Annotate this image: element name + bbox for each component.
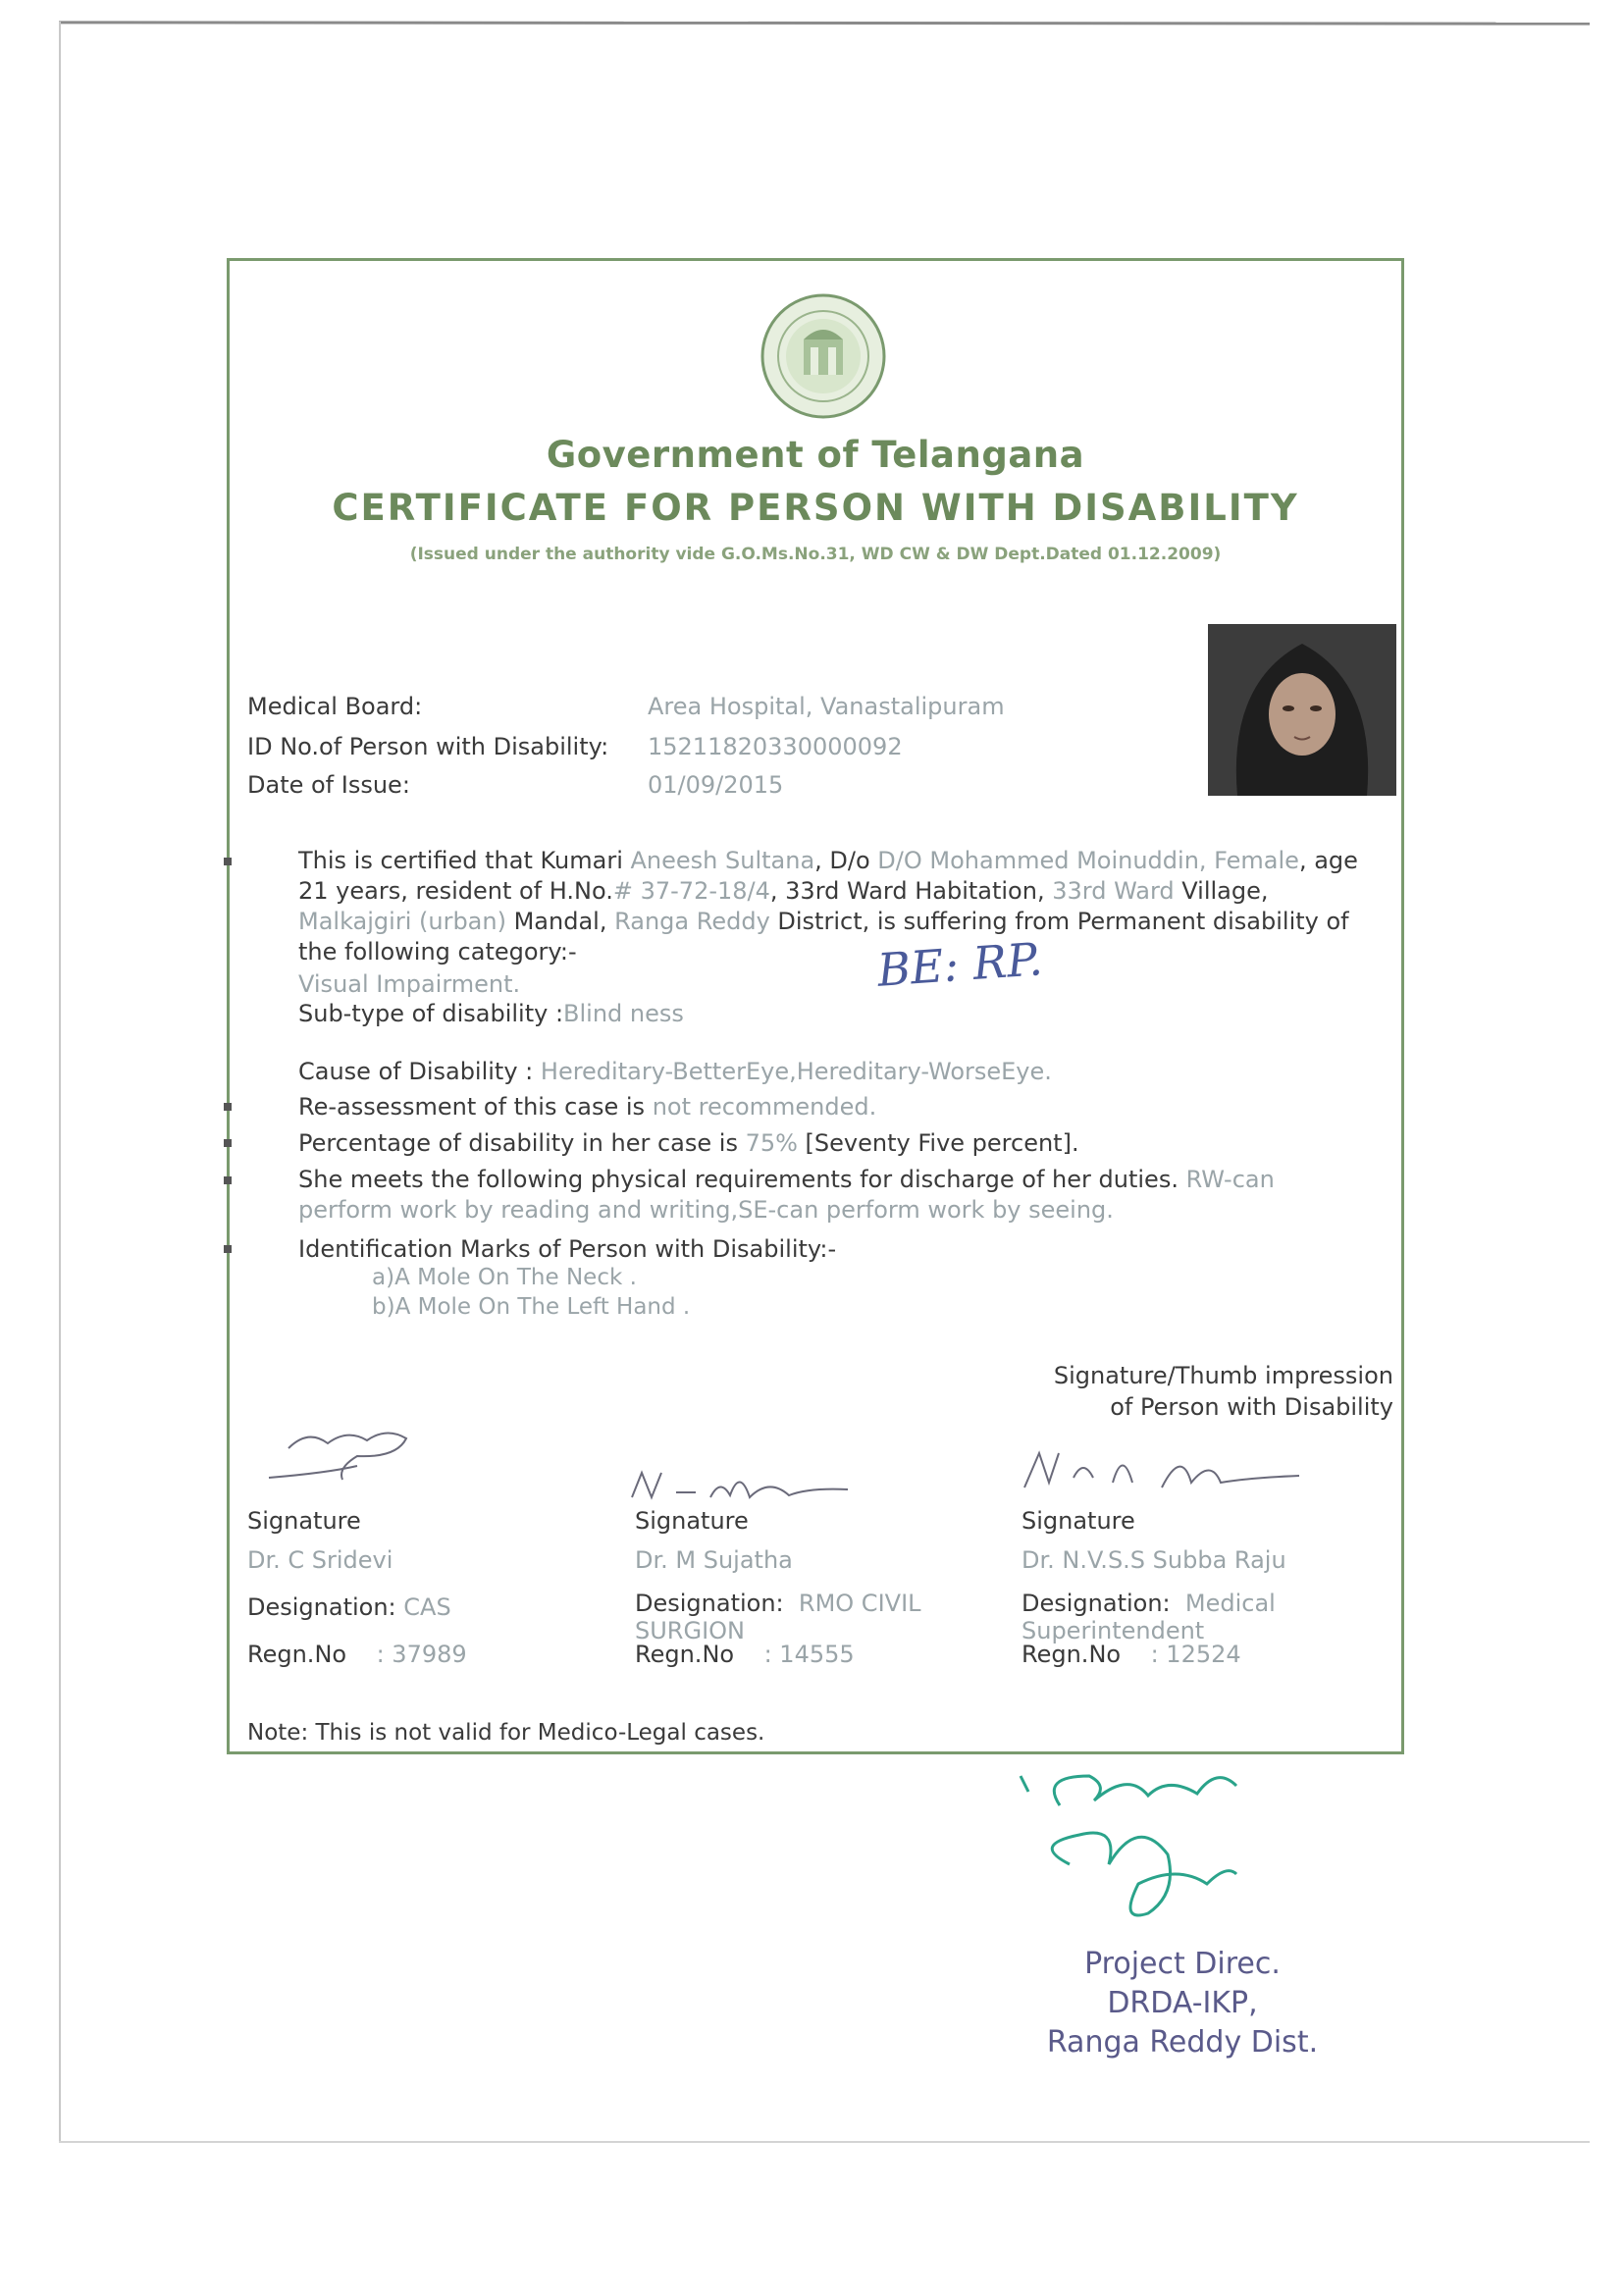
district-name: Ranga Reddy: [614, 908, 770, 935]
signature-label: Signature: [1022, 1507, 1135, 1535]
regn-label: Regn.No: [247, 1641, 347, 1668]
certificate-title: CERTIFICATE FOR PERSON WITH DISABILITY: [332, 487, 1299, 529]
stamp-line2: DRDA-IKP,: [1107, 1986, 1258, 2020]
text-segment: District, is suffering from Permanent disability of the following category:-: [298, 908, 1349, 965]
designation-label: Designation:: [635, 1590, 784, 1617]
date-of-issue-label: Date of Issue:: [247, 771, 410, 799]
person-name: Aneesh Sultana: [630, 847, 815, 874]
identification-marks-heading: [298, 1235, 836, 1263]
regn-label: Regn.No: [1022, 1641, 1122, 1668]
margin-mark: [224, 1103, 232, 1111]
certificate-frame: [227, 258, 1404, 1754]
text-segment: , D/o: [814, 847, 878, 874]
requirements-paragraph: [298, 1165, 1363, 1226]
identification-mark-a: a)A Mole On The Neck .: [372, 1265, 637, 1290]
attestation-signature: [1001, 1756, 1315, 1943]
reassessment-label: Re-assessment of this case is: [298, 1093, 653, 1121]
signatory-name: Dr. M Sujatha: [635, 1546, 793, 1574]
regn-value: : 37989: [376, 1641, 467, 1668]
signature-label: Signature: [635, 1507, 749, 1535]
designation-value: CAS: [403, 1593, 451, 1621]
category-value: Visual Impairment.: [298, 970, 521, 998]
reassessment-value: not recommended.: [652, 1093, 877, 1121]
stamp-line3: Ranga Reddy Dist.: [1046, 2025, 1319, 2060]
margin-mark: [224, 1245, 232, 1253]
percentage-label: Percentage of disability in her case is: [298, 1129, 746, 1157]
text-segment: Village,: [1174, 877, 1269, 905]
date-of-issue-value: 01/09/2015: [648, 771, 784, 799]
disability-category: [298, 970, 520, 998]
text-segment: , 33rd Ward Habitation,: [769, 877, 1053, 905]
attestation-stamp: [1021, 1945, 1344, 2062]
requirements-value: RW-can perform work by reading and writing,SE-can perform work by seeing.: [298, 1166, 1275, 1224]
id-number-label: ID No.of Person with Disability:: [247, 733, 609, 760]
reassessment-row: [298, 1093, 876, 1121]
subtype-value: Blind ness: [563, 1000, 684, 1027]
validity-note: Note: This is not valid for Medico-Legal cases.: [247, 1720, 765, 1746]
designation-value: Medical Superintendent: [1022, 1590, 1276, 1644]
regn-value: : 14555: [763, 1641, 855, 1668]
signatory-name: Dr. C Sridevi: [247, 1546, 393, 1574]
designation-label: Designation:: [1022, 1590, 1171, 1617]
signatory-name: Dr. N.V.S.S Subba Raju: [1022, 1546, 1286, 1574]
designation-label: Designation:: [247, 1593, 396, 1621]
signature-scribble-1: [249, 1419, 445, 1497]
government-title: Government of Telangana: [546, 434, 1085, 476]
margin-mark: [224, 858, 232, 865]
stamp-line1: Project Direc.: [1084, 1947, 1281, 1981]
certification-paragraph: [298, 846, 1363, 967]
margin-mark: [224, 1176, 232, 1184]
disability-subtype-row: [298, 1000, 684, 1027]
scan-edge-top: [59, 21, 1590, 25]
text-segment: This is certified that Kumari: [298, 847, 631, 874]
medical-board-value: Area Hospital, Vanastalipuram: [648, 693, 1005, 720]
regn-value: : 12524: [1150, 1641, 1241, 1668]
medical-board-label: Medical Board:: [247, 693, 423, 720]
cause-value: Hereditary-BetterEye,Hereditary-WorseEye.: [540, 1058, 1052, 1085]
father-name: D/O Mohammed Moinuddin, Female: [877, 847, 1299, 874]
handwritten-note: BE: RP.: [875, 932, 1045, 997]
signature-scribble-3: [1015, 1438, 1309, 1507]
signature-label: Signature: [247, 1507, 361, 1535]
subtype-label: Sub-type of disability :: [298, 1000, 564, 1027]
text-segment: , age 21 years, resident of H.No.: [298, 847, 1358, 905]
thumb-caption-line2: of Person with Disability: [1110, 1393, 1393, 1421]
regn-label: Regn.No: [635, 1641, 735, 1668]
id-number-value: 15211820330000092: [648, 733, 903, 760]
requirements-label: She meets the following physical requirements for discharge of her duties.: [298, 1166, 1186, 1193]
percentage-value: 75%: [745, 1129, 798, 1157]
percentage-words: [Seventy Five percent].: [797, 1129, 1079, 1157]
cause-row: [298, 1058, 1052, 1085]
designation-value: RMO CIVIL SURGION: [635, 1590, 921, 1644]
house-number: # 37-72-18/4: [612, 877, 770, 905]
government-emblem-icon: [760, 292, 887, 420]
scan-edge-left: [59, 22, 61, 2141]
identification-mark-b: b)A Mole On The Left Hand .: [372, 1294, 691, 1320]
person-photo: [1208, 624, 1396, 796]
scan-edge-bottom: [59, 2141, 1590, 2143]
text-segment: Mandal,: [505, 908, 615, 935]
cause-label: Cause of Disability :: [298, 1058, 541, 1085]
thumb-impression-caption: [1054, 1360, 1393, 1423]
identification-marks-label: Identification Marks of Person with Disability:-: [298, 1235, 837, 1263]
margin-mark: [224, 1139, 232, 1147]
village-name: 33rd Ward: [1052, 877, 1175, 905]
mandal-name: Malkajgiri (urban): [298, 908, 506, 935]
thumb-caption-line1: Signature/Thumb impression: [1053, 1362, 1393, 1389]
percentage-row: [298, 1129, 1079, 1157]
issued-under-note: (Issued under the authority vide G.O.Ms.No.31, WD CW & DW Dept.Dated 01.12.2009): [409, 545, 1222, 564]
